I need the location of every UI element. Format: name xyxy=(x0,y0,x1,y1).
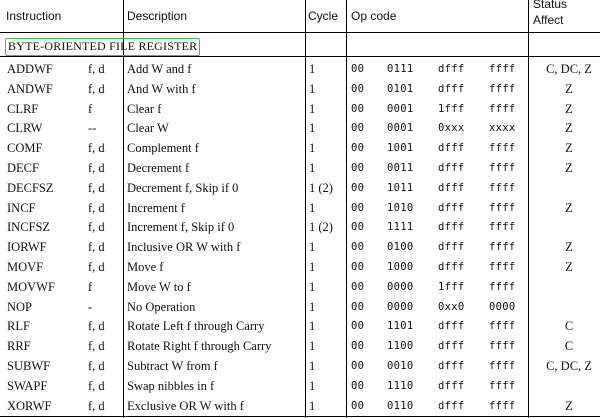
opcode-bits-1: 00 xyxy=(351,162,365,174)
operands: f xyxy=(88,102,93,116)
table-row xyxy=(0,316,600,336)
mnemonic: NOP xyxy=(7,300,33,314)
opcode-bits-1: 00 xyxy=(351,221,365,233)
header-affect: Affect xyxy=(533,13,564,27)
opcode-bits-4: 0000 xyxy=(489,301,516,313)
table-row xyxy=(0,198,600,218)
header-description: Description xyxy=(127,9,188,23)
opcode-bits-4: ffff xyxy=(489,202,516,214)
status-affect: Z xyxy=(565,82,573,96)
operands: f, d xyxy=(88,399,105,413)
cycle: 1 xyxy=(309,319,316,333)
table-row xyxy=(0,217,600,237)
opcode-bits-4: ffff xyxy=(489,400,516,412)
table-row xyxy=(0,237,600,257)
opcode-bits-2: 1100 xyxy=(387,340,414,352)
mnemonic: SWAPF xyxy=(7,379,48,393)
mnemonic: CLRW xyxy=(7,121,43,135)
opcode-bits-1: 00 xyxy=(351,261,365,273)
mnemonic: MOVF xyxy=(7,260,44,274)
table-row xyxy=(0,277,600,297)
cycle: 1 xyxy=(309,379,316,393)
cycle: 1 xyxy=(309,359,316,373)
opcode-bits-3: dfff xyxy=(438,241,465,253)
description: Rotate Left f through Carry xyxy=(127,319,265,333)
operands: f, d xyxy=(88,359,105,373)
operands: f, d xyxy=(88,62,105,76)
operands: f, d xyxy=(88,339,105,353)
status-affect: Z xyxy=(565,161,573,175)
table-row xyxy=(0,336,600,356)
opcode-bits-4: ffff xyxy=(489,103,516,115)
description: Decrement f xyxy=(127,161,190,175)
opcode-bits-1: 00 xyxy=(351,103,365,115)
status-affect: Z xyxy=(565,121,573,135)
table-row xyxy=(0,99,600,119)
opcode-bits-1: 00 xyxy=(351,182,365,194)
opcode-bits-1: 00 xyxy=(351,83,365,95)
opcode-bits-2: 0010 xyxy=(387,360,414,372)
cycle: 1 xyxy=(309,141,316,155)
opcode-bits-1: 00 xyxy=(351,122,365,134)
section-title: BYTE-ORIENTED FILE REGISTER xyxy=(5,38,200,56)
cycle: 1 xyxy=(309,121,316,135)
description: Clear W xyxy=(127,121,169,135)
mnemonic: DECFSZ xyxy=(7,181,54,195)
opcode-bits-2: 1011 xyxy=(387,182,414,194)
description: And W with f xyxy=(127,82,196,96)
table-row xyxy=(0,257,600,277)
opcode-bits-3: dfff xyxy=(438,261,465,273)
cycle: 1 xyxy=(309,201,316,215)
opcode-bits-3: dfff xyxy=(438,400,465,412)
opcode-bits-2: 1101 xyxy=(387,320,414,332)
operands: -- xyxy=(88,121,97,135)
opcode-bits-2: 0001 xyxy=(387,103,414,115)
opcode-bits-3: dfff xyxy=(438,142,465,154)
opcode-bits-3: dfff xyxy=(438,221,465,233)
opcode-bits-2: 0000 xyxy=(387,281,414,293)
opcode-bits-2: 0011 xyxy=(387,162,414,174)
opcode-bits-4: ffff xyxy=(489,241,516,253)
opcode-bits-1: 00 xyxy=(351,400,365,412)
opcode-bits-2: 1001 xyxy=(387,142,414,154)
cycle: 1 xyxy=(309,280,316,294)
opcode-bits-1: 00 xyxy=(351,281,365,293)
table-row xyxy=(0,79,600,99)
mnemonic: DECF xyxy=(7,161,39,175)
opcode-bits-3: dfff xyxy=(438,340,465,352)
opcode-bits-2: 0111 xyxy=(387,63,414,75)
table-row xyxy=(0,118,600,138)
mnemonic: SUBWF xyxy=(7,359,51,373)
opcode-bits-2: 1110 xyxy=(387,380,414,392)
opcode-bits-2: 1000 xyxy=(387,261,414,273)
description: Rotate Right f through Carry xyxy=(127,339,272,353)
opcode-bits-3: dfff xyxy=(438,360,465,372)
opcode-bits-1: 00 xyxy=(351,202,365,214)
mnemonic: COMF xyxy=(7,141,43,155)
description: Increment f xyxy=(127,201,185,215)
cycle: 1 (2) xyxy=(309,181,333,195)
opcode-bits-4: ffff xyxy=(489,340,516,352)
cycle: 1 xyxy=(309,300,316,314)
operands: f, d xyxy=(88,181,105,195)
description: No Operation xyxy=(127,300,196,314)
status-affect: Z xyxy=(565,102,573,116)
opcode-bits-3: dfff xyxy=(438,63,465,75)
operands: f, d xyxy=(88,220,105,234)
opcode-bits-4: ffff xyxy=(489,360,516,372)
description: Subtract W from f xyxy=(127,359,218,373)
section-rule xyxy=(0,56,600,57)
operands: f, d xyxy=(88,319,105,333)
opcode-bits-4: ffff xyxy=(489,182,516,194)
mnemonic: IORWF xyxy=(7,240,47,254)
opcode-bits-3: dfff xyxy=(438,83,465,95)
opcode-bits-3: dfff xyxy=(438,202,465,214)
status-affect: C xyxy=(564,319,574,333)
operands: f, d xyxy=(88,161,105,175)
status-affect: C xyxy=(564,339,574,353)
cycle: 1 xyxy=(309,260,316,274)
cycle: 1 xyxy=(309,161,316,175)
opcode-bits-3: 1fff xyxy=(438,281,465,293)
opcode-bits-3: dfff xyxy=(438,162,465,174)
table-row xyxy=(0,376,600,396)
opcode-bits-2: 0110 xyxy=(387,400,414,412)
opcode-bits-3: 1fff xyxy=(438,103,465,115)
description: Swap nibbles in f xyxy=(127,379,215,393)
opcode-bits-2: 0000 xyxy=(387,301,414,313)
opcode-bits-1: 00 xyxy=(351,340,365,352)
operands: - xyxy=(88,300,93,314)
mnemonic: INCFSZ xyxy=(7,220,51,234)
mnemonic: ANDWF xyxy=(7,82,53,96)
cycle: 1 (2) xyxy=(309,220,333,234)
header-opcode: Op code xyxy=(351,9,397,23)
mnemonic: ADDWF xyxy=(7,62,53,76)
mnemonic: RRF xyxy=(7,339,31,353)
opcode-bits-2: 0100 xyxy=(387,241,414,253)
cycle: 1 xyxy=(309,62,316,76)
opcode-bits-4: ffff xyxy=(489,380,516,392)
mnemonic: RLF xyxy=(7,319,30,333)
operands: f, d xyxy=(88,260,105,274)
description: Clear f xyxy=(127,102,162,116)
status-affect: Z xyxy=(565,399,573,413)
header-instruction: Instruction xyxy=(6,9,62,23)
opcode-bits-1: 00 xyxy=(351,360,365,372)
table-row xyxy=(0,297,600,317)
description: Increment f, Skip if 0 xyxy=(127,220,235,234)
opcode-bits-3: dfff xyxy=(438,380,465,392)
mnemonic: XORWF xyxy=(7,399,52,413)
operands: f xyxy=(88,280,93,294)
opcode-bits-3: dfff xyxy=(438,182,465,194)
opcode-bits-2: 1010 xyxy=(387,202,414,214)
mnemonic: MOVWF xyxy=(7,280,55,294)
status-affect: C, DC, Z xyxy=(546,359,592,373)
operands: f, d xyxy=(88,240,105,254)
cycle: 1 xyxy=(309,82,316,96)
description: Move f xyxy=(127,260,164,274)
status-affect: Z xyxy=(565,201,573,215)
opcode-bits-4: ffff xyxy=(489,261,516,273)
opcode-bits-4: ffff xyxy=(489,221,516,233)
opcode-bits-4: ffff xyxy=(489,320,516,332)
bottom-rule xyxy=(0,416,600,417)
header-cycle: Cycle xyxy=(308,9,339,23)
opcode-bits-1: 00 xyxy=(351,320,365,332)
description: Complement f xyxy=(127,141,199,155)
opcode-bits-1: 00 xyxy=(351,241,365,253)
cycle: 1 xyxy=(309,399,316,413)
status-affect: Z xyxy=(565,141,573,155)
opcode-bits-2: 0001 xyxy=(387,122,414,134)
opcode-bits-1: 00 xyxy=(351,142,365,154)
cycle: 1 xyxy=(309,240,316,254)
description: Exclusive OR W with f xyxy=(127,399,244,413)
header-status: Status xyxy=(533,0,568,11)
opcode-bits-2: 1111 xyxy=(387,221,414,233)
table-row xyxy=(0,59,600,79)
opcode-bits-3: 0xx0 xyxy=(438,301,465,313)
operands: f, d xyxy=(88,379,105,393)
table-row xyxy=(0,138,600,158)
mnemonic: CLRF xyxy=(7,102,39,116)
operands: f, d xyxy=(88,141,105,155)
description: Inclusive OR W with f xyxy=(127,240,241,254)
operands: f, d xyxy=(88,201,105,215)
status-affect: Z xyxy=(565,240,573,254)
description: Decrement f, Skip if 0 xyxy=(127,181,239,195)
table-row xyxy=(0,178,600,198)
opcode-bits-4: ffff xyxy=(489,162,516,174)
header-rule xyxy=(0,32,600,33)
table-row xyxy=(0,356,600,376)
operands: f, d xyxy=(88,82,105,96)
opcode-bits-2: 0101 xyxy=(387,83,414,95)
cycle: 1 xyxy=(309,339,316,353)
opcode-bits-4: ffff xyxy=(489,142,516,154)
description: Add W and f xyxy=(127,62,192,76)
opcode-bits-3: 0xxx xyxy=(438,122,465,134)
opcode-bits-1: 00 xyxy=(351,380,365,392)
description: Move W to f xyxy=(127,280,191,294)
opcode-bits-4: ffff xyxy=(489,281,516,293)
status-affect: Z xyxy=(565,260,573,274)
opcode-bits-1: 00 xyxy=(351,63,365,75)
opcode-bits-4: ffff xyxy=(489,83,516,95)
table-row xyxy=(0,396,600,416)
cycle: 1 xyxy=(309,102,316,116)
opcode-bits-4: xxxx xyxy=(489,122,516,134)
status-affect: C, DC, Z xyxy=(546,62,592,76)
opcode-bits-1: 00 xyxy=(351,301,365,313)
mnemonic: INCF xyxy=(7,201,36,215)
table-row xyxy=(0,158,600,178)
opcode-bits-4: ffff xyxy=(489,63,516,75)
opcode-bits-3: dfff xyxy=(438,320,465,332)
